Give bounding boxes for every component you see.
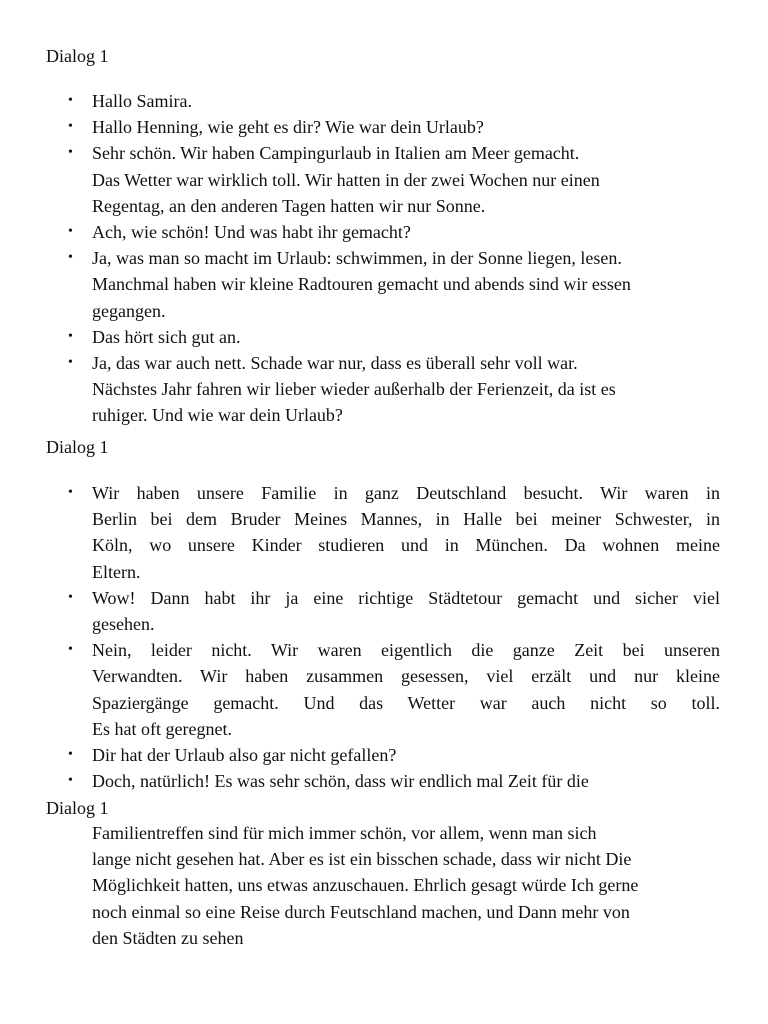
bullet-icon: • [68,250,73,266]
item-line: Das hört sich gut an. [92,326,241,347]
item-line: Sehr schön. Wir haben Campingurlaub in Italien am Meer gemacht. [92,143,580,164]
item-line: gegangen. [92,300,166,321]
dialog-heading-1: Dialog 1 [46,46,109,66]
item-line: ruhiger. Und wie war dein Urlaub? [92,405,343,426]
item-line: Doch, natürlich! Es was sehr schön, dass wir endlich mal Zeit für die [92,771,589,792]
item-line: Dir hat der Urlaub also gar nicht gefallen? [92,745,397,766]
item-line: Ach, wie schön! Und was habt ihr gemacht? [92,222,411,243]
list-item [68,768,720,794]
item-line: gesehen. [92,614,155,635]
bullet-icon: • [68,119,73,135]
item-line: Wow! Dann habt ihr ja eine richtige Städtetour gemacht und sicher viel [92,587,720,608]
dialog-heading-3: Dialog 1 [46,798,109,818]
list-item [68,637,720,742]
item-line: Ja, was man so macht im Urlaub: schwimmen, in der Sonne liegen, lesen. [92,248,622,269]
item-line: Manchmal haben wir kleine Radtouren gemacht und abends sind wir essen [92,274,631,295]
bullet-icon: • [68,145,73,161]
item-line: Hallo Samira. [92,91,192,111]
item-line: Nein, leider nicht. Wir waren eigentlich die ganze Zeit bei unseren [92,640,720,661]
bullet-icon: • [68,773,73,789]
bullet-icon: • [68,355,73,371]
bullet-icon: • [68,642,73,658]
paragraph-line: Familientreffen sind für mich immer schön, vor allem, wenn man sich [92,823,597,843]
item-line: Nächstes Jahr fahren wir lieber wieder außerhalb der Ferienzeit, da ist es [92,379,616,400]
list-item [68,88,720,114]
list-item [68,114,720,140]
list-item [68,245,720,324]
list-item [68,140,720,219]
bullet-icon: • [68,589,73,605]
list-item [68,324,720,350]
item-line: Spaziergänge gemacht. Und das Wetter war auch nicht so toll. [92,692,720,713]
dialog-1-list [68,88,720,429]
bullet-icon: • [68,485,73,500]
item-line: Es hat oft geregnet. [92,718,232,739]
item-line: Wir haben unsere Familie in ganz Deutschland besucht. Wir waren in [92,483,720,503]
list-item [68,480,720,585]
list-item [68,350,720,429]
item-line: Regentag, an den anderen Tagen hatten wir nur Sonne. [92,195,486,216]
paragraph-line: den Städten zu sehen [92,927,244,948]
item-line: Berlin bei dem Bruder Meines Mannes, in Halle bei meiner Schwester, in [92,509,720,530]
paragraph-line: noch einmal so eine Reise durch Feutschland machen, und Dann mehr von [92,901,630,922]
item-line: Ja, das war auch nett. Schade war nur, dass es überall sehr voll war. [92,353,578,374]
dialog-3-paragraph [92,820,732,951]
item-line: Hallo Henning, wie geht es dir? Wie war dein Urlaub? [92,117,484,138]
list-item [68,585,720,637]
paragraph-line: lange nicht gesehen hat. Aber es ist ein bisschen schade, dass wir nicht Die [92,849,632,870]
item-line: Köln, wo unsere Kinder studieren und in München. Da wohnen meine [92,535,720,556]
item-line: Das Wetter war wirklich toll. Wir hatten in der zwei Wochen nur einen [92,169,600,190]
item-line: Verwandten. Wir haben zusammen gesessen, viel erzält und nur kleine [92,666,720,687]
dialog-2-list [68,480,720,794]
list-item [68,219,720,245]
bullet-icon: • [68,328,73,344]
dialog-heading-2: Dialog 1 [46,437,109,457]
bullet-icon: • [68,747,73,763]
list-item [68,742,720,768]
paragraph-line: Möglichkeit hatten, uns etwas anzuschauen. Ehrlich gesagt würde Ich gerne [92,875,639,896]
bullet-icon: • [68,93,73,108]
item-line: Eltern. [92,561,141,582]
bullet-icon: • [68,224,73,240]
